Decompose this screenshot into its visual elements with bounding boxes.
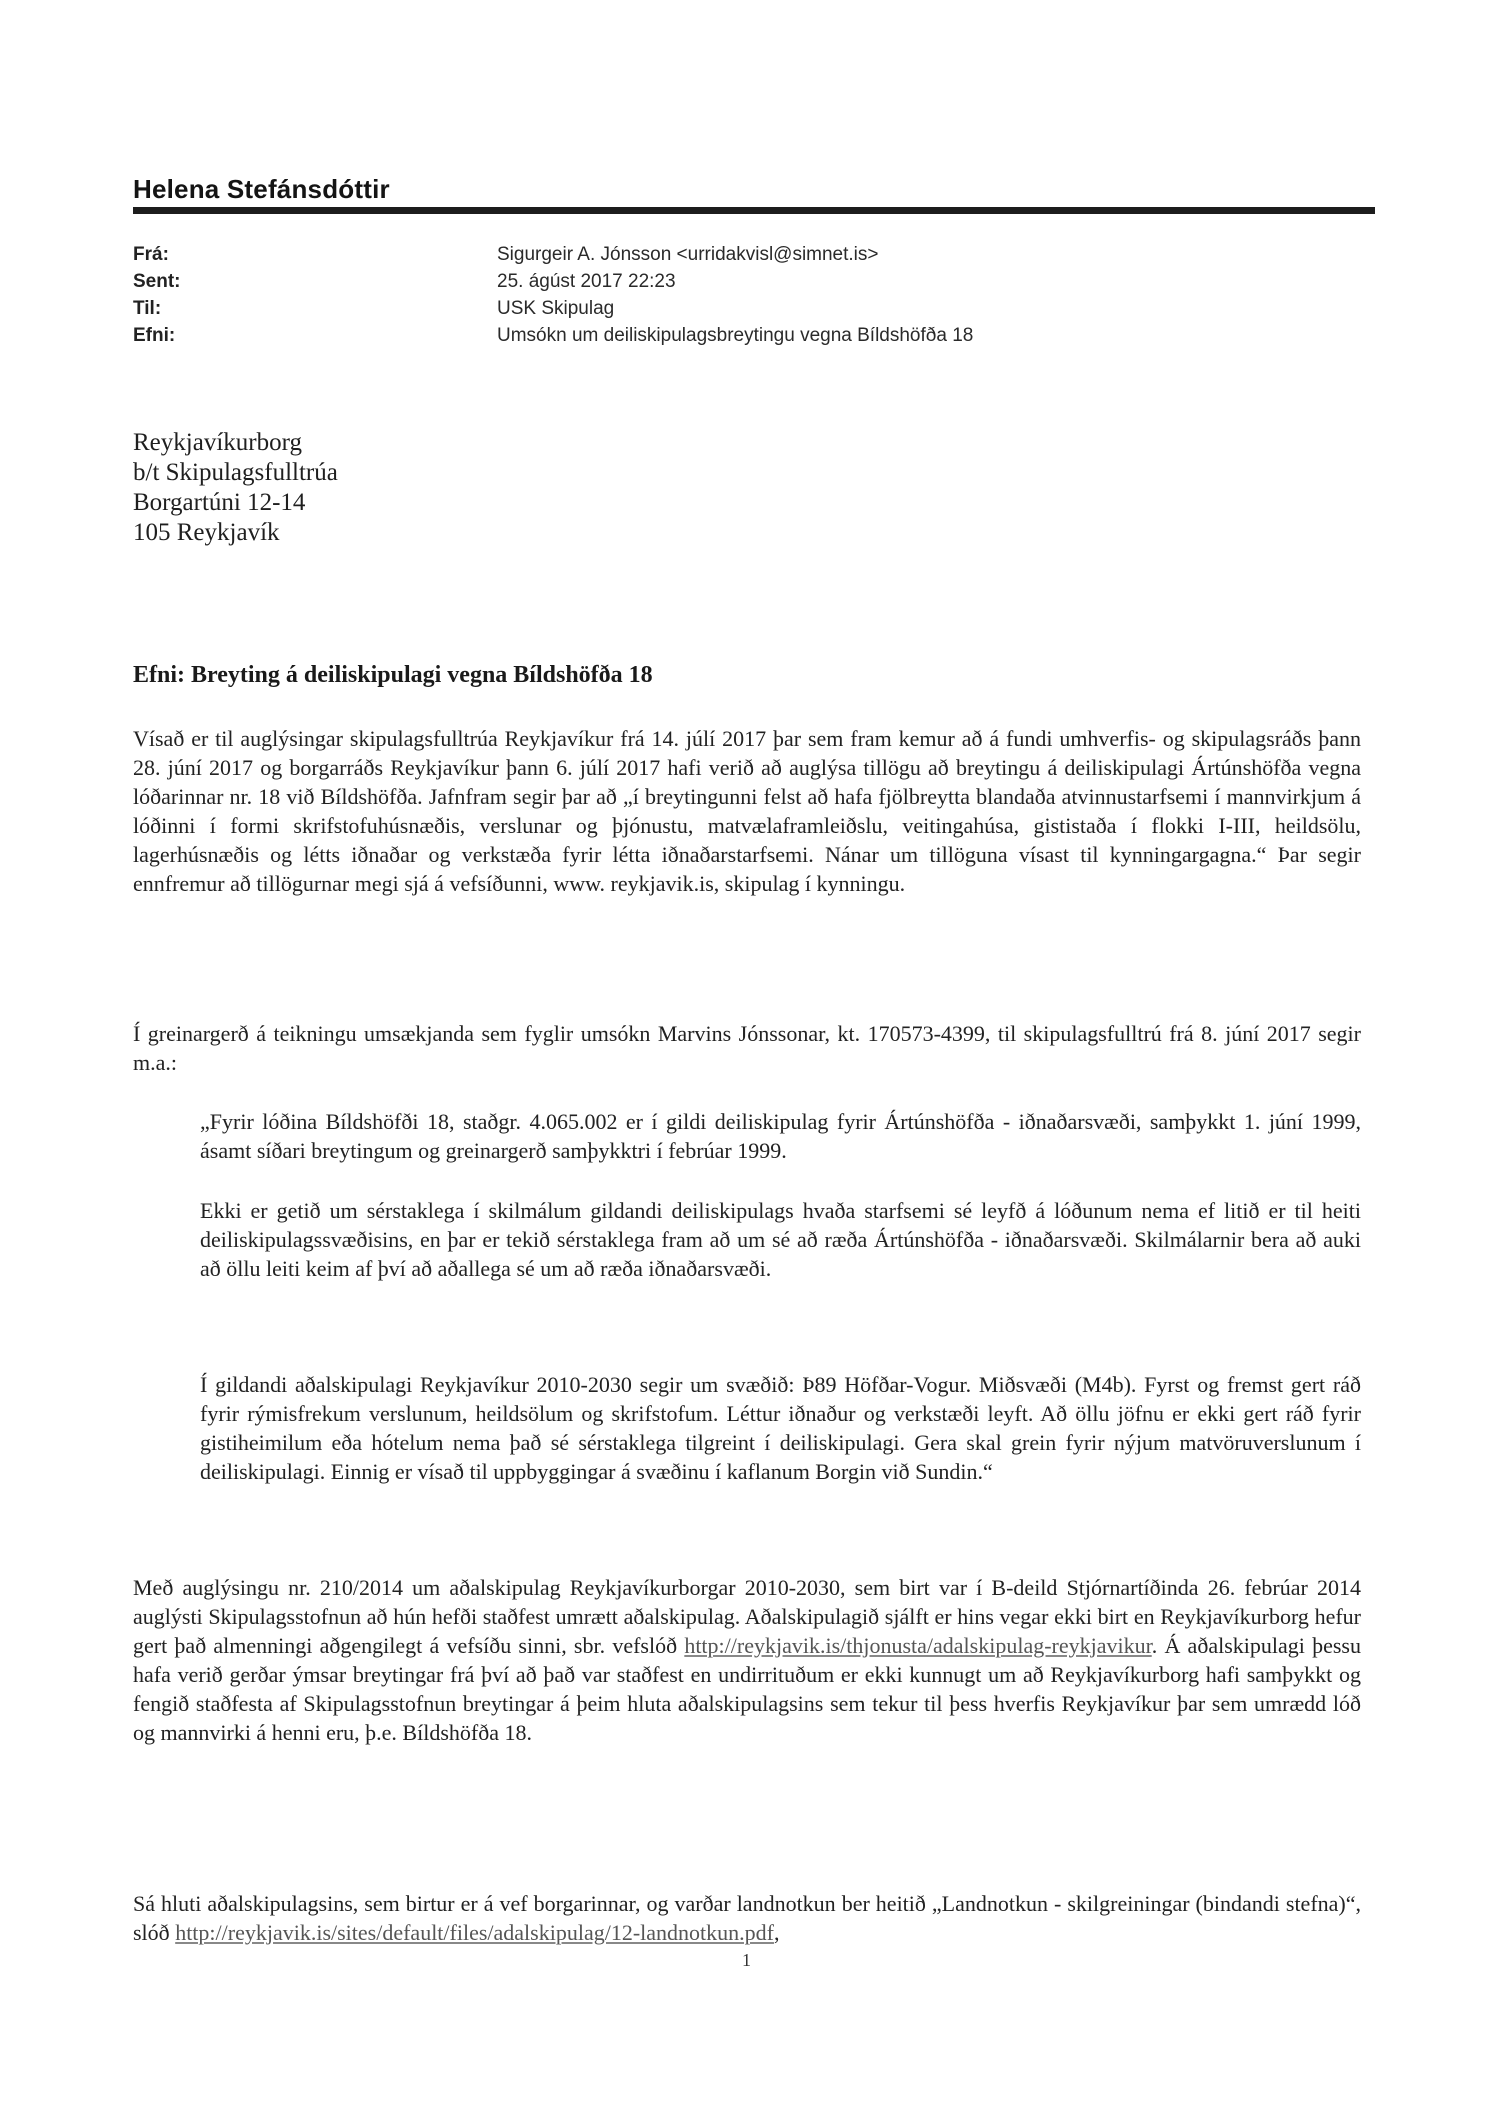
quote-paragraph: „Fyrir lóðina Bíldshöfði 18, staðgr. 4.065.002 er í gildi deiliskipulag fyrir Ártúnshöfða - iðnaðarsvæði, samþykkt 1. júní 1999, ásamt síðari breytingum og greinargerð samþykktri í febrúar 1999. (200, 1109, 1361, 1163)
adalskipulag-link[interactable]: http://reykjavik.is/thjonusta/adalskipulag-reykjavikur (684, 1633, 1152, 1658)
paragraph-greinargerd: Í greinargerð á teikningu umsækjanda sem fyglir umsókn Marvins Jónssonar, kt. 170573-4399, til skipulagsfulltrú frá 8. júní 2017 segir m.a.: (133, 1021, 1361, 1075)
address-line: 105 Reykjavík (133, 519, 280, 546)
paragraph-text: . Á aðalskipulagi þessu hafa verið gerðar ýmsar breytingar frá því að það var staðfest en undirrituðum er ekki kunnugt um að Reykjavíkurborg hafi samþykkt og fengið staðfesta af Skipulagsstofnun breytingar á þeim hluta aðalskipulagsins sem tekur til þess hverfis Reykjavíkur þar sem umrædd lóð og mannvirki á henni eru, þ.e. Bíldshöfða 18. (133, 1633, 1361, 1745)
sent-value: 25. ágúst 2017 22:23 (497, 271, 676, 292)
address-line: b/t Skipulagsfulltrúa (133, 459, 338, 486)
sender-name: Helena Stefánsdóttir (133, 174, 390, 204)
sent-label: Sent: (133, 271, 181, 292)
landnotkun-link[interactable]: http://reykjavik.is/sites/default/files/adalskipulag/12-landnotkun.pdf (175, 1920, 774, 1945)
quote-paragraph: Í gildandi aðalskipulagi Reykjavíkur 2010-2030 segir um svæðið: Þ89 Höfðar-Vogur. Miðsvæði (M4b). Fyrst og fremst gert ráð fyrir rýmisfrekum verslunum, heildsölum og skrifstofum. Léttur iðnaður og verkstæði leyft. Að öllu jöfnu er ekki gert ráð fyrir gistiheimilum eða hótelum nema það sé sérstaklega tilgreint í deiliskipulagi. Gera skal grein fyrir nýjum matvöruverslunum í deiliskipulagi. Einnig er vísað til uppbyggingar á svæðinu í kaflanum Borgin við Sundin.“ (200, 1372, 1361, 1484)
paragraph-text: Sá hluti aðalskipulagsins, sem birtur er á vef borgarinnar, og varðar landnotkun ber heitið „Landnotkun - skilgreiningar (bindandi stefna)“, slóð (133, 1891, 1361, 1945)
recipient-address (133, 428, 338, 548)
to-label: Til: (133, 298, 162, 319)
paragraph-intro: Vísað er til auglýsingar skipulagsfulltrúa Reykjavíkur frá 14. júlí 2017 þar sem fram kemur að á fundi umhverfis- og skipulagsráðs þann 28. júní 2017 og borgarráðs Reykjavíkur þann 6. júlí 2017 hafi verið að auglýsa tillögu að breytingu á deiliskipulagi Ártúnshöfða vegna lóðarinnar nr. 18 við Bíldshöfða. Jafnfram segir þar að „í breytingunni felst að hafa fjölbreytta blandaða atvinnustarfsemi í mannvirkjum á lóðinni í formi skrifstofuhúsnæðis, verslunar og þjónustu, matvælaframleiðslu, veitingahúsa, gististaða í flokki I-III, heildsölu, lagerhúsnæðis og létts iðnaðar og verkstæða fyrir létta iðnaðarstarfsemi. Nánar um tillöguna vísast til kynningargagna.“ Þar segir ennfremur að tillögurnar megi sjá á vefsíðunni, www. reykjavik.is, skipulag í kynningu. (133, 726, 1361, 896)
subject-label: Efni: (133, 325, 176, 346)
paragraph-text: Með auglýsingu nr. 210/2014 um aðalskipulag Reykjavíkurborgar 2010-2030, sem birt var í B-deild Stjórnartíðinda 26. febrúar 2014 auglýsti Skipulagsstofnun að hún hefði staðfest umrætt aðalskipulag. Aðalskipulagið sjálft er hins vegar ekki birt en Reykjavíkurborg hefur gert það almenningi aðgengilegt á vefsíðu sinni, sbr. vefslóð (133, 1575, 1361, 1658)
to-value: USK Skipulag (497, 298, 615, 319)
paragraph-landnotkun (133, 1889, 1361, 1947)
quote-paragraph: Ekki er getið um sérstaklega í skilmálum gildandi deiliskipulags hvaða starfsemi sé leyfð á lóðunum nema ef litið er til heiti deiliskipulagssvæðisins, en þar er tekið sérstaklega fram að um sé að ræða Ártúnshöfða - iðnaðarsvæði. Skilmálarnir bera að auki að öllu leiti keim af því að aðallega sé um að ræða iðnaðarsvæði. (200, 1198, 1361, 1281)
subject-value: Umsókn um deiliskipulagsbreytingu vegna Bíldshöfða 18 (497, 325, 974, 346)
header-divider (133, 207, 1375, 214)
paragraph-adalskipulag (133, 1573, 1361, 1747)
from-value: Sigurgeir A. Jónsson <urridakvisl@simnet.is> (497, 244, 879, 265)
from-label: Frá: (133, 244, 169, 265)
letter-subject: Efni: Breyting á deiliskipulagi vegna Bíldshöfða 18 (133, 662, 653, 688)
address-line: Reykjavíkurborg (133, 429, 302, 456)
address-line: Borgartúni 12-14 (133, 489, 306, 516)
paragraph-text: , (773, 1920, 780, 1945)
page-number: 1 (742, 1950, 751, 1970)
